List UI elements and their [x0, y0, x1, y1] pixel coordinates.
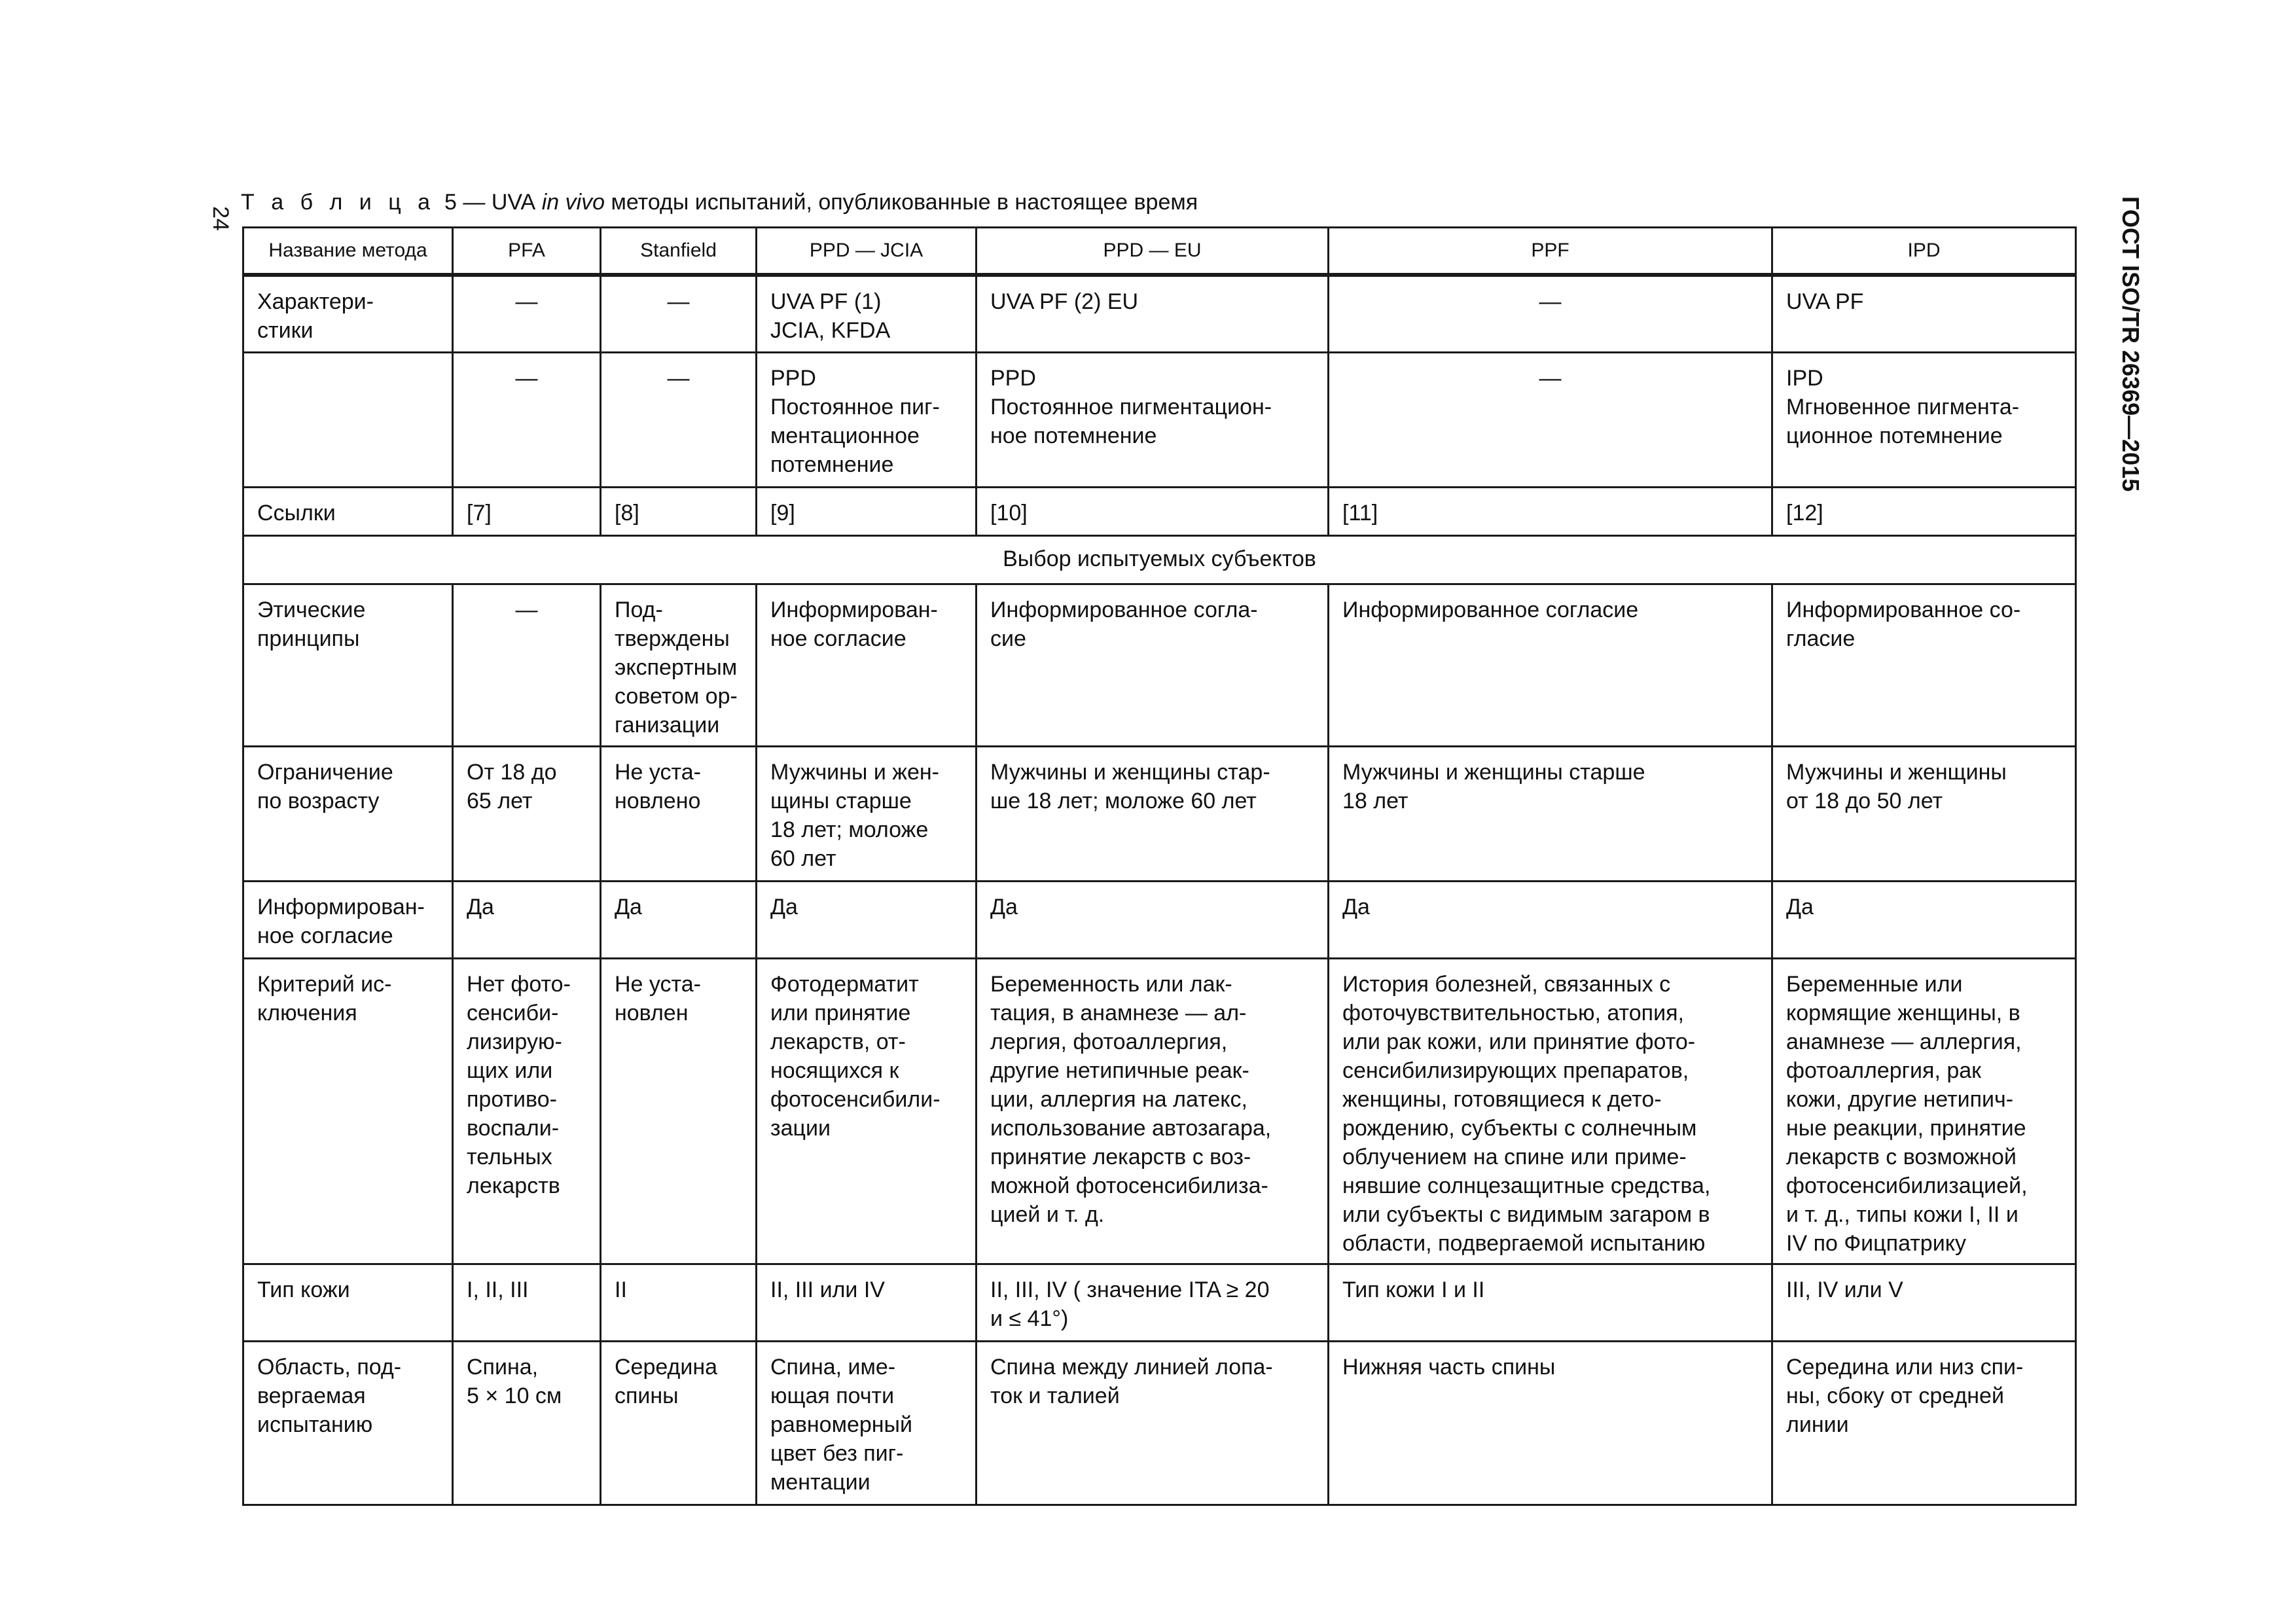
- table-cell: Спина, име- ющая почти равномерный цвет без пиг- ментации: [757, 1341, 977, 1505]
- table-cell: Беременность или лак- тация, в анамнезе — ал- лергия, фотоаллергия, другие нетипичные реак- ции, аллергия на латекс, использование автозагара, принятие лекарств с воз- можной фотосенсибилиза- цией и т. д.: [977, 958, 1329, 1264]
- table-caption: [241, 190, 1198, 215]
- table-cell: —: [601, 352, 757, 487]
- caption-italic: in vivo: [541, 190, 605, 215]
- table-cell: UVA PF (1) JCIA, KFDA: [757, 275, 977, 352]
- table-cell: Мужчины и женщины от 18 до 50 лет: [1772, 746, 2076, 881]
- table-cell: II, III, IV ( значение ITA ≥ 20 и ≤ 41°): [977, 1264, 1329, 1341]
- table-row: [243, 352, 2076, 487]
- table-cell: Да: [977, 881, 1329, 958]
- table-cell: История болезней, связанных с фоточувствительностью, атопия, или рак кожи, или принятие фото- сенсибилизирующих препаратов, женщины, готовящиеся к дето- рождению, субъекты с солнечным облучением на спине или приме- нявшие солнцезащитные средства, или субъекты с видимым загаром в области, подвергаемой испытанию: [1329, 958, 1772, 1264]
- table-cell: [12]: [1772, 487, 2076, 535]
- table-cell: I, II, III: [453, 1264, 601, 1341]
- table-cell: Да: [757, 881, 977, 958]
- header-cell: IPD: [1772, 228, 2076, 276]
- table-cell: Мужчины и женщины стар- ше 18 лет; моложе 60 лет: [977, 746, 1329, 881]
- row-label: Тип кожи: [243, 1264, 453, 1341]
- header-cell: PPD — EU: [977, 228, 1329, 276]
- methods-table: [242, 226, 2077, 1506]
- table-cell: [9]: [757, 487, 977, 535]
- table-cell: Да: [1772, 881, 2076, 958]
- table-cell: От 18 до 65 лет: [453, 746, 601, 881]
- caption-number: 5 — UVA: [444, 190, 536, 215]
- table-cell: Нижняя часть спины: [1329, 1341, 1772, 1505]
- table-cell: Беременные или кормящие женщины, в анамнезе — аллергия, фотоаллергия, рак кожи, другие нетипич- ные реакции, принятие лекарств с возможной фотосенсибилизацией, и т. д., типы кожи I, II и IV по Фицпатрику: [1772, 958, 2076, 1264]
- row-label: [243, 352, 453, 487]
- table-row: [243, 1341, 2076, 1505]
- row-label: Информирован- ное согласие: [243, 881, 453, 958]
- table-cell: [11]: [1329, 487, 1772, 535]
- section-row: [243, 535, 2076, 584]
- table-row: [243, 958, 2076, 1264]
- table-cell: UVA PF: [1772, 275, 2076, 352]
- table-row: [243, 584, 2076, 746]
- table-header-row: [243, 228, 2076, 276]
- table-cell: Фотодерматит или принятие лекарств, от- носящихся к фотосенсибили- зации: [757, 958, 977, 1264]
- row-label: Ссылки: [243, 487, 453, 535]
- row-label: Область, под- вергаемая испытанию: [243, 1341, 453, 1505]
- table-cell: Информированное согласие: [1329, 584, 1772, 746]
- running-head: ГОСТ ISO/TR 26369—2015: [2117, 196, 2144, 492]
- row-label: Этические принципы: [243, 584, 453, 746]
- table-row: [243, 881, 2076, 958]
- table-cell: Середина спины: [601, 1341, 757, 1505]
- header-cell: PPF: [1329, 228, 1772, 276]
- table-cell: Да: [601, 881, 757, 958]
- table-cell: Да: [453, 881, 601, 958]
- table-cell: II, III или IV: [757, 1264, 977, 1341]
- table-cell: —: [1329, 275, 1772, 352]
- table-cell: —: [601, 275, 757, 352]
- table-row: [243, 746, 2076, 881]
- caption-text: методы испытаний, опубликованные в настоящее время: [611, 190, 1198, 215]
- table-cell: Спина между линией лопа- ток и талией: [977, 1341, 1329, 1505]
- header-cell: PPD — JCIA: [757, 228, 977, 276]
- table-cell: PPD Постоянное пигментацион- ное потемнение: [977, 352, 1329, 487]
- table-row: [243, 275, 2076, 352]
- caption-prefix: Т а б л и ц а: [241, 190, 436, 215]
- table-cell: Тип кожи I и II: [1329, 1264, 1772, 1341]
- table-cell: Да: [1329, 881, 1772, 958]
- table-cell: Мужчины и женщины старше 18 лет: [1329, 746, 1772, 881]
- table-row: [243, 1264, 2076, 1341]
- table-row: [243, 487, 2076, 535]
- row-label: Характери- стики: [243, 275, 453, 352]
- page-number: 24: [208, 206, 233, 231]
- table-cell: IPD Мгновенное пигмента- ционное потемнение: [1772, 352, 2076, 487]
- section-title: Выбор испытуемых субъектов: [243, 535, 2076, 584]
- row-label: Ограничение по возрасту: [243, 746, 453, 881]
- table-cell: II: [601, 1264, 757, 1341]
- table-cell: [7]: [453, 487, 601, 535]
- table-cell: Не уста- новлено: [601, 746, 757, 881]
- table-cell: Середина или низ спи- ны, сбоку от средней линии: [1772, 1341, 2076, 1505]
- table-cell: —: [453, 584, 601, 746]
- table-cell: Информированное со- гласие: [1772, 584, 2076, 746]
- table-cell: —: [453, 275, 601, 352]
- table-cell: Нет фото- сенсиби- лизирую- щих или противо- воспали- тельных лекарств: [453, 958, 601, 1264]
- table-cell: Мужчины и жен- щины старше 18 лет; моложе 60 лет: [757, 746, 977, 881]
- table-cell: UVA PF (2) EU: [977, 275, 1329, 352]
- table-cell: PPD Постоянное пиг- ментационное потемнение: [757, 352, 977, 487]
- header-cell: Stanfield: [601, 228, 757, 276]
- table-cell: Информирован- ное согласие: [757, 584, 977, 746]
- table-cell: —: [1329, 352, 1772, 487]
- table-cell: Спина, 5 × 10 см: [453, 1341, 601, 1505]
- table-cell: [8]: [601, 487, 757, 535]
- table-cell: III, IV или V: [1772, 1264, 2076, 1341]
- table-cell: [10]: [977, 487, 1329, 535]
- table-cell: Не уста- новлен: [601, 958, 757, 1264]
- table-cell: Информированное согла- сие: [977, 584, 1329, 746]
- row-label: Критерий ис- ключения: [243, 958, 453, 1264]
- table-cell: —: [453, 352, 601, 487]
- table-cell: Под- тверждены экспертным советом ор- ганизации: [601, 584, 757, 746]
- header-cell: PFA: [453, 228, 601, 276]
- header-cell: Название метода: [243, 228, 453, 276]
